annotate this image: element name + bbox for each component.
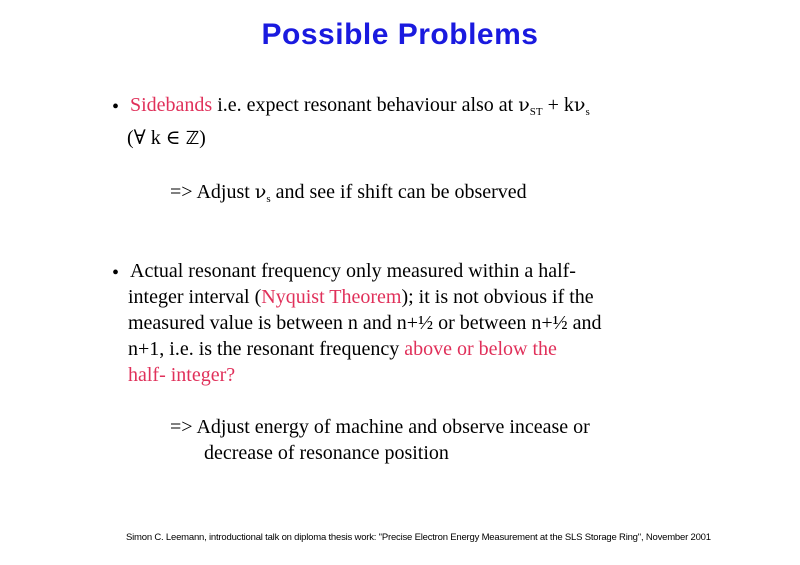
problem-2-line-5: half- integer?: [128, 364, 236, 386]
page-title: Possible Problems: [261, 18, 539, 51]
nyquist-highlight: Nyquist Theorem: [261, 286, 402, 308]
remedy-1-suffix: and see if shift can be observed: [270, 181, 527, 203]
k-in-text: k ∈: [145, 127, 186, 149]
nu-symbol: ν: [518, 94, 530, 116]
problem-1-text: i.e. expect resonant behaviour also at: [212, 94, 519, 116]
problem-2-line-2: [128, 285, 594, 309]
nu-symbol-3: ν: [254, 181, 267, 203]
footer-citation: Simon C. Leemann, introductional talk on diploma thesis work: "Precise Electron Energy Measurement at the SLS Storage Ring", November 2001: [126, 532, 711, 543]
paren-open: (: [127, 127, 134, 149]
problem-1-line-2: [127, 126, 206, 151]
subscript-st: ST: [529, 106, 543, 118]
problem-1-remedy: [170, 180, 527, 207]
bullet-point-1: •: [112, 96, 120, 118]
line2-post: ); it is not obvious if the: [401, 286, 594, 308]
problem-2-remedy-line-1: => Adjust energy of machine and observe incease or: [170, 416, 590, 438]
paren-close: ): [199, 127, 206, 149]
problem-2-line-1: Actual resonant frequency only measured within a half-: [130, 260, 576, 282]
above-below-highlight: above or below the: [404, 338, 557, 360]
subscript-s-2: s: [266, 193, 271, 205]
line2-pre: integer interval (: [128, 286, 262, 308]
integers-symbol: ℤ: [185, 128, 200, 149]
problem-1-line-1: [130, 93, 590, 120]
plus-k-text: + k: [542, 94, 574, 116]
problem-2-line-3: measured value is between n and n+½ or between n+½ and: [128, 312, 602, 334]
forall-symbol: ∀: [133, 127, 146, 149]
line4-pre: n+1, i.e. is the resonant frequency: [128, 338, 405, 360]
problem-2-remedy-line-2: decrease of resonance position: [204, 442, 449, 464]
bullet-point-2: •: [112, 262, 120, 284]
problem-2-line-4: [128, 337, 557, 361]
sidebands-highlight: Sidebands: [130, 94, 213, 116]
nu-symbol-2: ν: [573, 94, 586, 116]
remedy-1-prefix: => Adjust: [170, 181, 255, 203]
subscript-s: s: [585, 106, 590, 118]
